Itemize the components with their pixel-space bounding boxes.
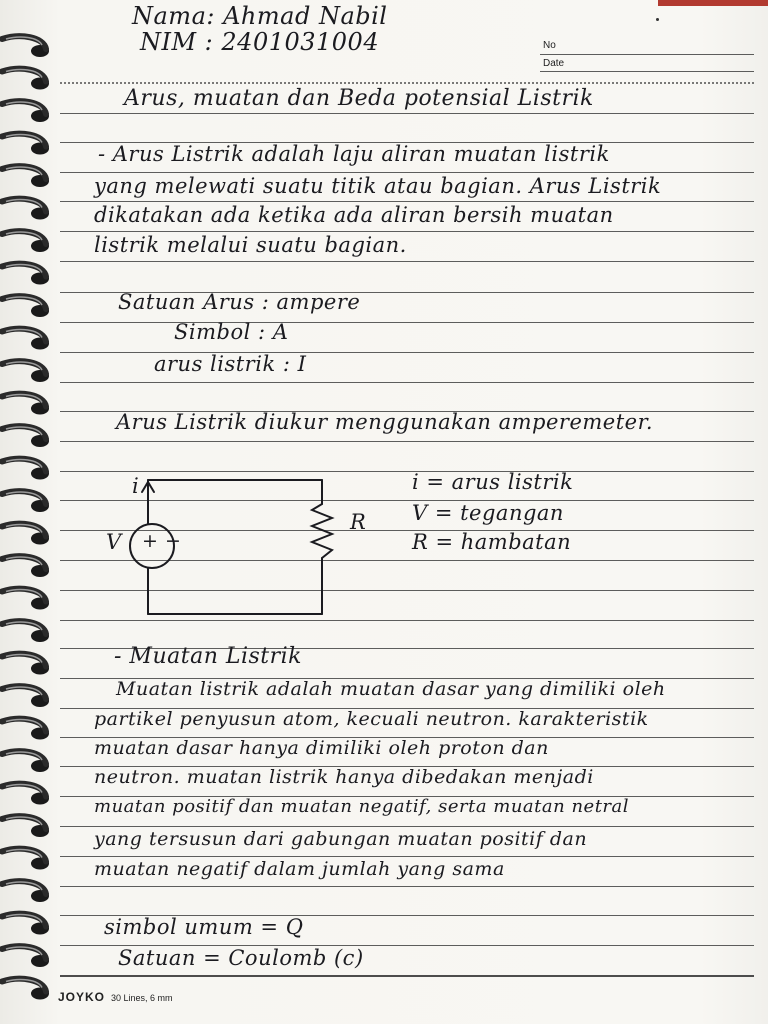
spiral-ring-icon — [2, 881, 49, 902]
no-field-line — [540, 54, 754, 55]
spiral-ring-icon — [2, 686, 49, 707]
source-sign: + − — [142, 530, 182, 552]
spiral-ring-icon — [2, 946, 49, 967]
spiral-ring-icon — [2, 491, 49, 512]
top-red-strip — [658, 0, 768, 6]
spiral-ring-icon — [2, 134, 49, 155]
spiral-ring-icon — [2, 914, 49, 935]
spiral-ring-icon — [2, 556, 49, 577]
spiral-ring-icon — [2, 816, 49, 837]
muatan-line-5: muatan positif dan muatan negatif, serta muatan netral — [94, 796, 630, 817]
spiral-ring-icon — [2, 849, 49, 870]
muatan-line-2: partikel penyusun atom, kecuali neutron. karakteristik — [94, 708, 649, 730]
ruled-line — [60, 975, 754, 977]
ruled-line — [60, 322, 754, 323]
spiral-binding — [0, 0, 70, 1024]
spiral-ring-icon — [2, 589, 49, 610]
legend-r: R = hambatan — [412, 530, 572, 554]
circuit-label-i: i — [132, 474, 140, 498]
spiral-ring-icon — [2, 394, 49, 415]
spiral-ring-icon — [2, 784, 49, 805]
spiral-ring-icon — [2, 459, 49, 480]
muatan-line-7: muatan negatif dalam jumlah yang sama — [94, 858, 505, 880]
brand-name: JOYKO — [58, 990, 106, 1004]
ruled-line — [60, 856, 754, 857]
brand-footer — [58, 988, 173, 1006]
circuit-label-v: V — [106, 530, 122, 554]
date-label: Date — [543, 58, 565, 69]
satuan-muatan: Satuan = Coulomb (c) — [118, 946, 364, 970]
ruled-line — [60, 261, 754, 262]
spiral-ring-icon — [2, 101, 49, 122]
muatan-line-3: muatan dasar hanya dimiliki oleh proton dan — [94, 737, 549, 759]
no-label: No — [543, 40, 556, 51]
spiral-ring-icon — [2, 329, 49, 350]
spiral-ring-icon — [2, 979, 49, 1000]
arus-line-2: yang melewati suatu titik atau bagian. Arus Listrik — [94, 174, 662, 198]
brand-spec: 30 Lines, 6 mm — [111, 993, 173, 1003]
name-line: Nama: Ahmad Nabil — [132, 2, 388, 30]
page-title: Arus, muatan dan Beda potensial Listrik — [124, 86, 594, 111]
alat-ukur: Arus Listrik diukur menggunakan amperemeter. — [116, 410, 654, 434]
ruled-line — [60, 886, 754, 887]
spiral-ring-icon — [2, 296, 49, 317]
spiral-ring-icon — [2, 426, 49, 447]
ruled-line — [60, 441, 754, 442]
spiral-ring-icon — [2, 166, 49, 187]
satuan-arus: Satuan Arus : ampere — [118, 290, 361, 314]
muatan-line-6: yang tersusun dari gabungan muatan positif dan — [94, 828, 588, 850]
simbol-arus: Simbol : A — [174, 320, 289, 344]
arus-line-4: listrik melalui suatu bagian. — [94, 233, 407, 257]
ruled-line — [60, 172, 754, 173]
spiral-ring-icon — [2, 36, 49, 57]
resistor-icon — [312, 504, 332, 558]
ruled-line — [60, 201, 754, 202]
nim-line: NIM : 2401031004 — [140, 28, 380, 56]
spiral-ring-icon — [2, 621, 49, 642]
spiral-ring-icon — [2, 719, 49, 740]
ruled-line — [60, 382, 754, 383]
arus-line-1: - Arus Listrik adalah laju aliran muatan listrik — [98, 142, 610, 166]
spiral-ring-icon — [2, 69, 49, 90]
ink-dot — [656, 18, 659, 21]
spiral-ring-icon — [2, 361, 49, 382]
simbol-umum: simbol umum = Q — [104, 915, 304, 939]
arus-listrik-symbol: arus listrik : I — [154, 352, 307, 376]
muatan-heading: - Muatan Listrik — [114, 644, 303, 669]
arus-line-3: dikatakan ada ketika ada aliran bersih muatan — [94, 203, 614, 227]
legend-v: V = tegangan — [412, 501, 564, 525]
muatan-line-1: Muatan listrik adalah muatan dasar yang dimiliki oleh — [116, 678, 666, 700]
spiral-ring-icon — [2, 264, 49, 285]
spiral-ring-icon — [2, 231, 49, 252]
ruled-line — [60, 826, 754, 827]
date-field-line — [540, 71, 754, 72]
circuit-label-r: R — [350, 510, 367, 534]
spiral-ring-icon — [2, 199, 49, 220]
legend-i: i = arus listrik — [412, 470, 574, 494]
spiral-ring-icon — [2, 751, 49, 772]
ruled-line — [60, 113, 754, 114]
muatan-line-4: neutron. muatan listrik hanya dibedakan menjadi — [94, 766, 594, 788]
spiral-ring-icon — [2, 654, 49, 675]
spiral-ring-icon — [2, 524, 49, 545]
ruled-line — [60, 231, 754, 232]
ruled-line — [60, 82, 754, 84]
